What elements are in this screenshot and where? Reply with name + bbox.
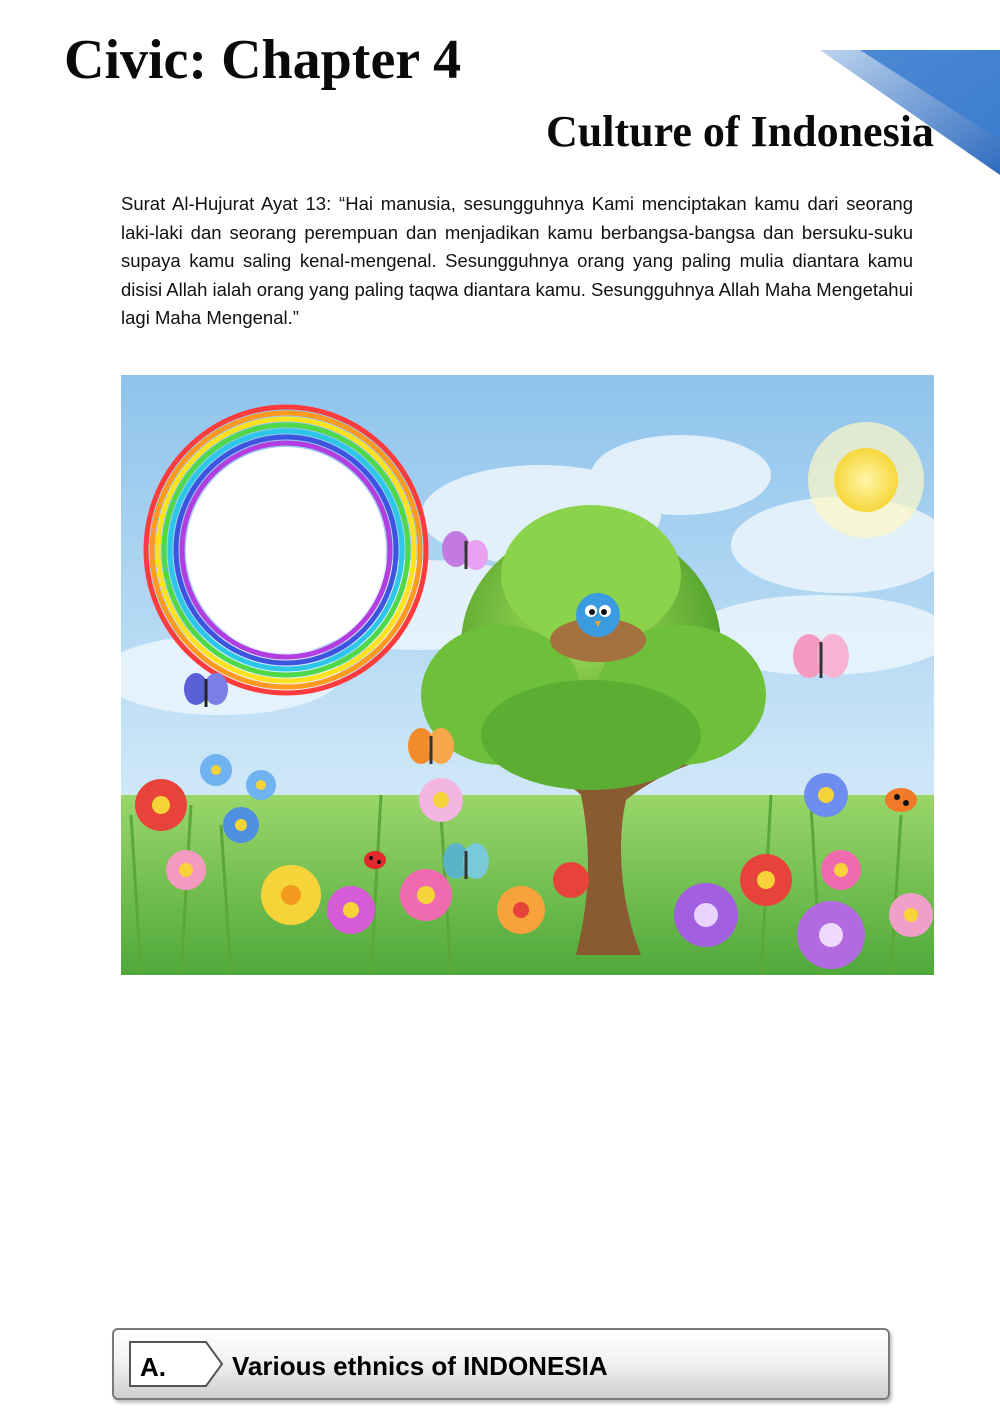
page-subtitle: Culture of Indonesia	[546, 107, 934, 156]
page-title: Civic: Chapter 4	[64, 29, 462, 91]
rainbow-ring	[146, 407, 426, 693]
sun	[808, 422, 924, 538]
ladybug-right	[885, 788, 917, 812]
section-title: Various ethnics of INDONESIA	[232, 1351, 608, 1381]
ladybug	[364, 851, 386, 869]
section-header	[112, 1328, 890, 1400]
garden-illustration	[121, 375, 934, 975]
quote-paragraph: Surat Al-Hujurat Ayat 13: “Hai manusia, sesungguhnya Kami menciptakan kamu dari seorang laki-laki dan seorang perempuan dan menjadikan kamu berbangsa-bangsa dan bersuku-suku supaya kamu saling kenal-mengenal. Sesungguhnya orang yang paling mulia diantara kamu disisi Allah ialah orang yang paling taqwa diantara kamu. Sesungguhnya Allah Maha Mengetahui lagi Maha Mengenal.”	[121, 193, 913, 328]
section-letter: A.	[140, 1352, 166, 1382]
